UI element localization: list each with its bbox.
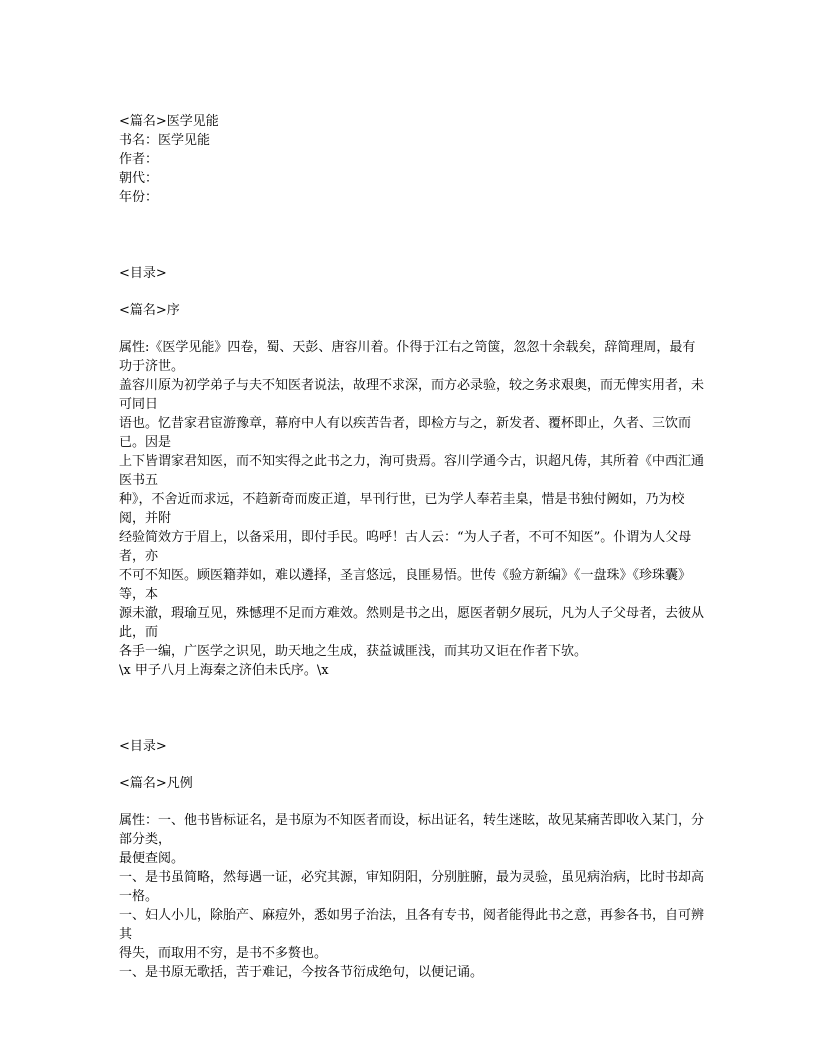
preface-paragraph: 经验简效方于眉上，以备采用，即付手民。呜呼！古人云：“为人子者，不可不知医”。仆谓为人父母者，亦 — [119, 530, 692, 564]
spacer — [119, 793, 704, 811]
preface-signature: \x 甲子八月上海秦之济伯未氏序。\x — [119, 663, 329, 678]
book-name: 书名：医学见能 — [119, 133, 211, 148]
preface-paragraph: 不可不知医。顾医籍莽如，难以遴择，圣言悠远，良匪易悟。世传《验方新编》《一盘珠》《珍珠囊》等，本 — [119, 568, 692, 602]
dynasty-field: 朝代： — [119, 171, 159, 186]
title-line: <篇名>医学见能 — [119, 114, 219, 129]
year-field: 年份： — [119, 190, 159, 205]
rules-paragraph: 最便查阅。 — [119, 851, 185, 866]
chapter-title-rules: <篇名>凡例 — [119, 776, 193, 791]
document-page — [119, 112, 704, 982]
preface-paragraph: 盖容川原为初学弟子与夫不知医者说法，故理不求深，而方必录验，较之务求艰奥，而无俾实用者，未可同日 — [119, 378, 705, 412]
preface-paragraph: 属性:《医学见能》四卷，蜀、天彭、唐容川着。仆得于江右之笥箧，忽忽十余载矣，辞简理周，最有功于济世。 — [119, 340, 696, 374]
spacer — [119, 680, 704, 737]
preface-paragraph: 上下皆谓家君知医，而不知实得之此书之力，洵可贵焉。容川学通今古，识超凡俦，其所着《中西汇通医书五 — [119, 454, 705, 488]
rules-paragraph: 属性：一、他书皆标证名，是书原为不知医者而设，标出证名，转生迷眩，故见某痛苦即收入某门，分部分类， — [119, 813, 705, 847]
preface-paragraph: 源未澈，瑕瑜互见，殊憾理不足而方难效。然则是书之出，愿医者朝夕展玩，凡为人子父母者，去彼从此，而 — [119, 606, 705, 640]
preface-paragraph: 各手一编，广医学之识见，助天地之生成，获益诚匪浅，而其功又讵在作者下欤。 — [119, 644, 588, 659]
rules-paragraph: 一、是书虽简略，然每遇一证，必究其源，审知阴阳，分别脏腑，最为灵验，虽见病治病，比时书却高一格。 — [119, 870, 705, 904]
rules-paragraph: 得失，而取用不穷，是书不多赘也。 — [119, 946, 328, 961]
toc-marker-preface: <目录> — [119, 266, 167, 281]
spacer — [119, 207, 704, 264]
preface-paragraph: 种》，不舍近而求远，不趋新奇而废正道，早刊行世，已为学人奉若圭臬，惜是书独付阙如，乃为校阅，并附 — [119, 492, 685, 526]
rules-paragraph: 一、妇人小儿，除胎产、麻痘外，悉如男子治法，且各有专书，阅者能得此书之意，再参各书，自可辨其 — [119, 908, 705, 942]
spacer — [119, 756, 704, 774]
spacer — [119, 320, 704, 338]
rules-paragraph: 一、是书原无歌括，苦于难记，今按各节衍成绝句，以便记诵。 — [119, 965, 484, 980]
preface-paragraph: 语也。忆昔家君宦游豫章，幕府中人有以疾苦告者，即检方与之，新发者、覆杯即止，久者、三饮而已。因是 — [119, 416, 692, 450]
spacer — [119, 283, 704, 301]
author-field: 作者： — [119, 152, 159, 167]
toc-marker-rules: <目录> — [119, 739, 167, 754]
chapter-title-preface: <篇名>序 — [119, 303, 180, 318]
